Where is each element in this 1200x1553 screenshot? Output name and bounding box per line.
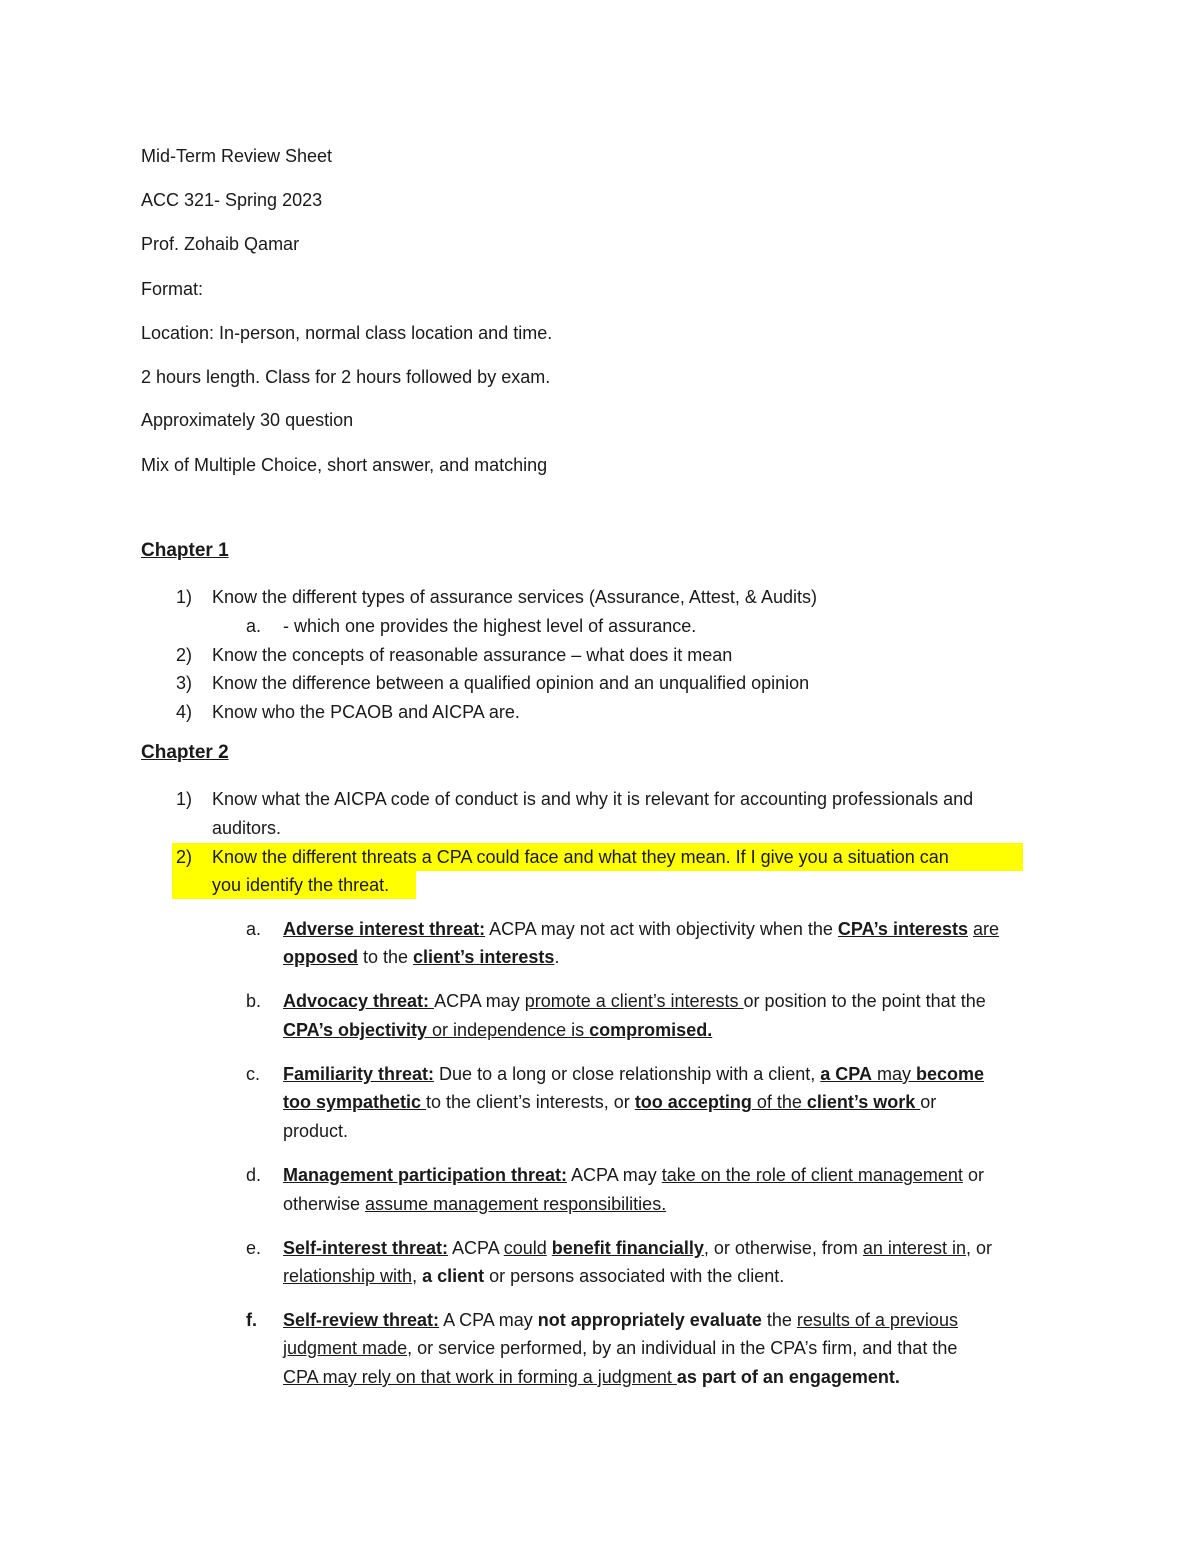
threat-d-t1: ACPA may bbox=[567, 1165, 662, 1185]
ch1-sub-a-letter: a. bbox=[246, 616, 262, 636]
threat-e-line2 bbox=[283, 1265, 784, 1287]
threat-b-t3: or position to the point that the bbox=[743, 991, 986, 1011]
threat-a-t1: ACPA may not act with objectivity when the bbox=[485, 919, 838, 939]
threat-f-t4: results of a previous bbox=[796, 1310, 958, 1330]
threat-d-t5: assume management responsibilities. bbox=[365, 1194, 667, 1214]
chapter2-heading: Chapter 2 bbox=[141, 742, 229, 763]
ch2-item1-num: 1) bbox=[176, 789, 193, 809]
ch2-item1-line2: auditors. bbox=[212, 818, 282, 838]
doc-title: Mid-Term Review Sheet bbox=[141, 146, 333, 166]
threat-a-name: Adverse interest threat: bbox=[283, 919, 486, 939]
threat-c-line1 bbox=[283, 1063, 984, 1085]
ch2-item2-line1: Know the different threats a CPA could face and what they mean. If I give you a situation can bbox=[212, 847, 949, 867]
threat-e-t8: relationship with, bbox=[283, 1266, 418, 1286]
threat-a-line1 bbox=[283, 918, 999, 940]
location-line: Location: In-person, normal class location and time. bbox=[141, 323, 553, 343]
threat-c-t7: too accepting bbox=[634, 1092, 752, 1112]
threat-c-t4: become bbox=[915, 1064, 984, 1084]
threat-f-name: Self-review threat: bbox=[283, 1310, 440, 1330]
threat-f-t1: A CPA may bbox=[439, 1310, 538, 1330]
threat-c-letter: c. bbox=[246, 1064, 261, 1084]
threat-b-t6: compromised. bbox=[589, 1020, 713, 1040]
threat-b-line1 bbox=[283, 990, 986, 1012]
threat-e-t11: or persons associated with the client. bbox=[484, 1266, 785, 1286]
threat-f-letter: f. bbox=[246, 1310, 257, 1330]
threat-e-t2: could bbox=[503, 1238, 547, 1258]
threat-c-t2: a CPA bbox=[820, 1064, 872, 1084]
questions-line: Approximately 30 question bbox=[141, 410, 354, 430]
threat-a-t4: are bbox=[973, 919, 1000, 939]
threat-a-t6: to the bbox=[358, 947, 414, 967]
threat-c-line2 bbox=[283, 1091, 936, 1113]
ch2-item2-num: 2) bbox=[176, 847, 193, 867]
threat-f-line3 bbox=[283, 1366, 900, 1388]
ch2-item2-line2: you identify the threat. bbox=[212, 875, 390, 895]
threat-d-t3: or bbox=[962, 1165, 984, 1185]
threat-e-t7: , or bbox=[965, 1238, 992, 1258]
threat-e-t5: , or otherwise, from bbox=[703, 1238, 863, 1258]
ch1-item3-num: 3) bbox=[176, 673, 193, 693]
threat-c-t3: may bbox=[871, 1064, 916, 1084]
threat-a-t8: . bbox=[554, 947, 560, 967]
threat-d-t4: otherwise bbox=[283, 1194, 366, 1214]
threat-d-name: Management participation threat: bbox=[283, 1165, 568, 1185]
threat-a-t5: opposed bbox=[283, 947, 358, 967]
threat-b-name: Advocacy threat: bbox=[283, 991, 435, 1011]
ch1-sub-a-text: - which one provides the highest level of assurance. bbox=[283, 616, 697, 636]
threat-d-line1 bbox=[283, 1164, 984, 1186]
threat-c-t5: too sympathetic bbox=[283, 1092, 427, 1112]
professor-line: Prof. Zohaib Qamar bbox=[141, 234, 300, 254]
course-line: ACC 321- Spring 2023 bbox=[141, 190, 323, 210]
chapter1-heading: Chapter 1 bbox=[141, 540, 229, 561]
threat-b-t1: ACPA may bbox=[434, 991, 525, 1011]
mix-line: Mix of Multiple Choice, short answer, and matching bbox=[141, 455, 548, 475]
threat-b-t5: or independence is bbox=[427, 1020, 590, 1040]
ch1-item3-text: Know the difference between a qualified opinion and an unqualified opinion bbox=[212, 673, 810, 693]
threat-d-t2: take on the role of client management bbox=[661, 1165, 963, 1185]
threat-e-t1: ACPA bbox=[448, 1238, 504, 1258]
threat-c-t6: to the client’s interests, or bbox=[426, 1092, 635, 1112]
length-line: 2 hours length. Class for 2 hours followed by exam. bbox=[141, 367, 551, 387]
threat-b-line2 bbox=[283, 1019, 712, 1041]
threat-f-t3: the bbox=[761, 1310, 797, 1330]
threat-c-t1: Due to a long or close relationship with a client, bbox=[434, 1064, 821, 1084]
threat-e-t10: a client bbox=[422, 1266, 485, 1286]
threat-f-t6: , or service performed, by an individual in the CPA’s firm, and that the bbox=[407, 1338, 958, 1358]
format-label: Format: bbox=[141, 279, 204, 299]
ch1-item1-text: Know the different types of assurance services (Assurance, Attest, & Audits) bbox=[212, 587, 817, 607]
threat-b-t2: promote a client’s interests bbox=[524, 991, 744, 1011]
threat-c-t8: of the bbox=[751, 1092, 807, 1112]
ch1-item1-num: 1) bbox=[176, 587, 193, 607]
ch1-item2-text: Know the concepts of reasonable assurance – what does it mean bbox=[212, 645, 733, 665]
threat-f-t2: not appropriately evaluate bbox=[537, 1310, 762, 1330]
ch1-item2-num: 2) bbox=[176, 645, 193, 665]
threat-c-line3: product. bbox=[283, 1121, 349, 1141]
threat-c-t9: client’s work bbox=[806, 1092, 921, 1112]
ch2-item1-line1: Know what the AICPA code of conduct is and why it is relevant for accounting professionals and bbox=[212, 789, 974, 809]
threat-e-t4: benefit financially bbox=[551, 1238, 704, 1258]
threat-a-t2: CPA’s interests bbox=[837, 919, 968, 939]
threat-d-line2 bbox=[283, 1193, 666, 1215]
threat-f-t5: judgment made bbox=[283, 1338, 408, 1358]
threat-e-name: Self-interest threat: bbox=[283, 1238, 449, 1258]
ch1-item4-num: 4) bbox=[176, 702, 193, 722]
threat-a-letter: a. bbox=[246, 919, 262, 939]
threat-d-letter: d. bbox=[246, 1165, 262, 1185]
threat-b-letter: b. bbox=[246, 991, 262, 1011]
threat-f-t7: CPA may rely on that work in forming a judgment bbox=[283, 1367, 677, 1387]
threat-a-line2 bbox=[283, 946, 559, 968]
threat-e-line1 bbox=[283, 1237, 992, 1259]
threat-f-line1 bbox=[283, 1309, 958, 1331]
threat-a-t7: client’s interests bbox=[413, 947, 555, 967]
threat-b-t4: CPA’s objectivity bbox=[283, 1020, 428, 1040]
threat-c-t10: or bbox=[920, 1092, 937, 1112]
threat-e-t6: an interest in bbox=[862, 1238, 966, 1258]
threat-f-t8: as part of an engagement. bbox=[676, 1367, 900, 1387]
ch1-item4-text: Know who the PCAOB and AICPA are. bbox=[212, 702, 520, 722]
threat-e-letter: e. bbox=[246, 1238, 262, 1258]
threat-f-line2 bbox=[283, 1337, 957, 1359]
threat-c-name: Familiarity threat: bbox=[283, 1064, 435, 1084]
